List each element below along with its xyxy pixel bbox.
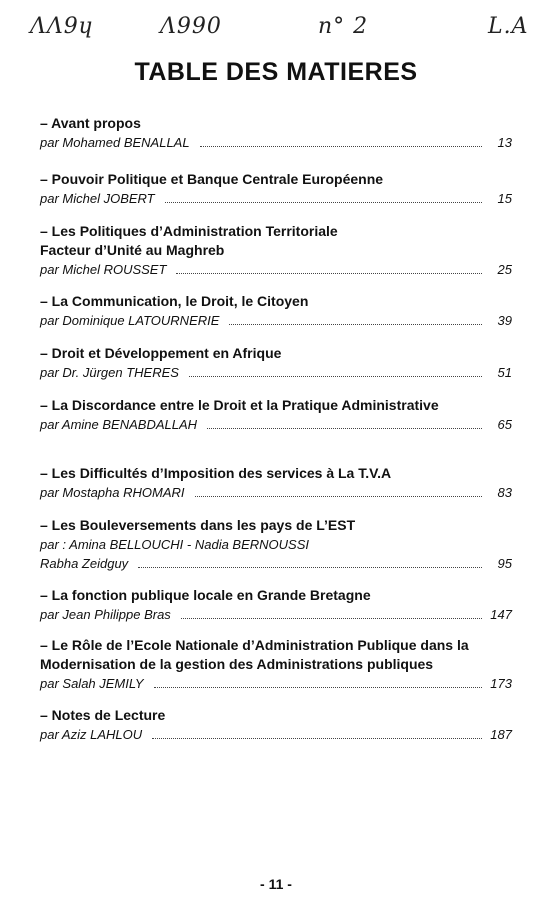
entry-author: par : Amina BELLOUCHI - Nadia BERNOUSSI bbox=[40, 537, 309, 552]
entry-author-line bbox=[40, 674, 512, 693]
entry-title: – Avant propos bbox=[40, 115, 141, 131]
dot-leader bbox=[152, 738, 482, 739]
entry-author: Rabha Zeidguy bbox=[40, 556, 129, 571]
entry-title: – Les Bouleversements dans les pays de L’EST bbox=[40, 517, 356, 533]
entry-title: – Notes de Lecture bbox=[40, 707, 166, 723]
entry-title: – Les Politiques d’Administration Territoriale bbox=[40, 223, 338, 239]
entry-page: 83 bbox=[497, 485, 512, 500]
toc-entry bbox=[40, 636, 512, 693]
dot-leader bbox=[176, 273, 482, 274]
entry-author-line bbox=[40, 189, 512, 208]
handwritten-year: Λ990 bbox=[160, 14, 222, 39]
entry-page: 25 bbox=[497, 262, 512, 277]
toc-entry bbox=[40, 114, 512, 152]
entry-title: – La Discordance entre le Droit et la Pratique Administrative bbox=[40, 397, 439, 413]
dot-leader bbox=[229, 324, 482, 325]
entry-author-line bbox=[40, 725, 512, 744]
entry-title: – Les Difficultés d’Imposition des services à La T.V.A bbox=[40, 465, 392, 481]
entry-author: par Michel JOBERT bbox=[40, 191, 155, 206]
entry-author: par Dominique LATOURNERIE bbox=[40, 313, 220, 328]
entry-author: par Jean Philippe Bras bbox=[40, 607, 171, 622]
entry-title: – La Communication, le Droit, le Citoyen bbox=[40, 293, 309, 309]
handwritten-issue: n° 2 bbox=[318, 14, 369, 39]
dot-leader bbox=[195, 496, 483, 497]
entry-page: 65 bbox=[497, 417, 512, 432]
entry-page: 51 bbox=[497, 365, 512, 380]
dot-leader bbox=[189, 376, 482, 377]
entry-author-line bbox=[40, 363, 512, 382]
toc-entry bbox=[40, 706, 512, 744]
entry-author: par Michel ROUSSET bbox=[40, 262, 167, 277]
dot-leader bbox=[181, 618, 482, 619]
entry-author-line bbox=[40, 133, 512, 152]
dot-leader bbox=[207, 428, 482, 429]
entry-author-line bbox=[40, 605, 512, 624]
entry-title: – Le Rôle de l’Ecole Nationale d’Administration Publique dans la bbox=[40, 637, 469, 653]
entry-author-line bbox=[40, 483, 512, 502]
entry-title: – Pouvoir Politique et Banque Centrale Européenne bbox=[40, 171, 384, 187]
entry-author-line bbox=[40, 415, 512, 434]
toc-entry bbox=[40, 170, 512, 208]
handwritten-initials: L.A bbox=[488, 14, 529, 39]
entry-author: par Dr. Jürgen THERES bbox=[40, 365, 179, 380]
dot-leader bbox=[154, 687, 482, 688]
entry-author: par Salah JEMILY bbox=[40, 676, 144, 691]
toc-entry bbox=[40, 292, 512, 330]
toc-entry bbox=[40, 516, 512, 573]
entry-author: par Amine BENABDALLAH bbox=[40, 417, 198, 432]
entry-title-continued: Modernisation de la gestion des Administrations publiques bbox=[40, 656, 434, 672]
entry-title: – Droit et Développement en Afrique bbox=[40, 345, 282, 361]
toc-entry bbox=[40, 222, 512, 279]
page-number: - 11 - bbox=[260, 876, 292, 892]
entry-author-line bbox=[40, 311, 512, 330]
entry-page: 15 bbox=[497, 191, 512, 206]
entry-page: 39 bbox=[497, 313, 512, 328]
entry-author: par Mostapha RHOMARI bbox=[40, 485, 185, 500]
toc-entry bbox=[40, 464, 512, 502]
toc-entry bbox=[40, 586, 512, 624]
entry-author-line bbox=[40, 554, 512, 573]
entry-page: 13 bbox=[497, 135, 512, 150]
entry-title: – La fonction publique locale en Grande Bretagne bbox=[40, 587, 371, 603]
entry-author-line bbox=[40, 260, 512, 279]
entry-author: par Aziz LAHLOU bbox=[40, 727, 143, 742]
entry-page: 173 bbox=[490, 676, 512, 691]
dot-leader bbox=[165, 202, 482, 203]
entry-page: 147 bbox=[490, 607, 512, 622]
handwritten-note: ΛΛ9ɥ bbox=[30, 14, 94, 39]
entry-author: par Mohamed BENALLAL bbox=[40, 135, 190, 150]
entry-title-continued: Facteur d’Unité au Maghreb bbox=[40, 242, 225, 258]
toc-entry bbox=[40, 396, 512, 434]
entry-page: 95 bbox=[497, 556, 512, 571]
dot-leader bbox=[138, 567, 482, 568]
dot-leader bbox=[200, 146, 482, 147]
page-title: TABLE DES MATIERES bbox=[134, 58, 418, 86]
entry-page: 187 bbox=[490, 727, 512, 742]
toc-entry bbox=[40, 344, 512, 382]
